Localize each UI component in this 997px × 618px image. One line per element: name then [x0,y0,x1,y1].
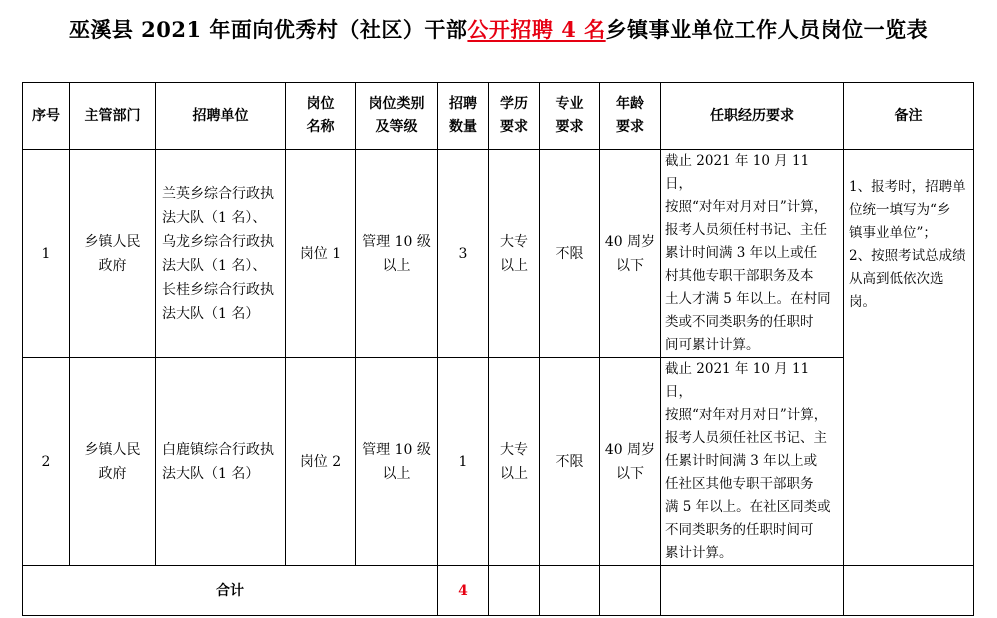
cell-age: 40 周岁 以下 [600,358,661,566]
total-count: 4 [438,566,489,616]
title-part-1: 巫溪县 2021 年面向优秀村（社区）干部 [68,17,468,42]
header-category: 岗位类别 及等级 [356,83,438,150]
total-empty-remark [844,566,974,616]
header-edu: 学历 要求 [489,83,540,150]
table-row [23,150,974,358]
total-empty-age [600,566,661,616]
total-empty-experience [661,566,844,616]
cell-unit: 兰英乡综合行政执 法大队（1 名）、 乌龙乡综合行政执 法大队（1 名）、 长桂乡综合行政执 法大队（1 名） [156,150,286,358]
cell-unit: 白鹿镇综合行政执 法大队（1 名） [156,358,286,566]
cell-category: 管理 10 级 以上 [356,358,438,566]
header-post: 岗位 名称 [286,83,356,150]
header-seq: 序号 [23,83,70,150]
positions-table [22,82,974,616]
header-remark: 备注 [844,83,974,150]
cell-post: 岗位 2 [286,358,356,566]
cell-major: 不限 [540,358,600,566]
cell-major: 不限 [540,150,600,358]
cell-post: 岗位 1 [286,150,356,358]
cell-age: 40 周岁 以下 [600,150,661,358]
table-row [23,358,974,566]
cell-remark: 1、报考时，招聘单 位统一填写为“乡 镇事业单位”； 2、按照考试总成绩 从高到低依次选 岗。 [844,150,974,566]
header-dept: 主管部门 [70,83,156,150]
cell-experience: 截止 2021 年 10 月 11 日， 按照“对年对月对日”计算， 报考人员须任社区书记、主 任累计时间满 3 年以上或 任社区其他专职干部职务 满 5 年以上。在社区同类或 不同类职务的任职时间可 累计计算。 [661,358,844,566]
header-unit: 招聘单位 [156,83,286,150]
header-row [23,83,974,150]
header-experience: 任职经历要求 [661,83,844,150]
cell-seq: 1 [23,150,70,358]
total-label: 合计 [23,566,438,616]
total-empty-edu [489,566,540,616]
header-major: 专业 要求 [540,83,600,150]
total-empty-major [540,566,600,616]
cell-edu: 大专 以上 [489,358,540,566]
cell-category: 管理 10 级 以上 [356,150,438,358]
cell-dept: 乡镇人民 政府 [70,150,156,358]
cell-dept: 乡镇人民 政府 [70,358,156,566]
title-highlight: 公开招聘 4 名 [467,17,606,42]
cell-count: 1 [438,358,489,566]
cell-experience: 截止 2021 年 10 月 11 日， 按照“对年对月对日”计算， 报考人员须任村书记、主任 累计时间满 3 年以上或任 村其他专职干部职务及本 土人才满 5 年以上。在村同 类或不同类职务的任职时 间可累计计算。 [661,150,844,358]
total-row [23,566,974,616]
cell-edu: 大专 以上 [489,150,540,358]
header-age: 年龄 要求 [600,83,661,150]
header-count: 招聘 数量 [438,83,489,150]
page-title [0,14,997,44]
title-part-2: 乡镇事业单位工作人员岗位一览表 [605,17,929,42]
cell-seq: 2 [23,358,70,566]
cell-count: 3 [438,150,489,358]
